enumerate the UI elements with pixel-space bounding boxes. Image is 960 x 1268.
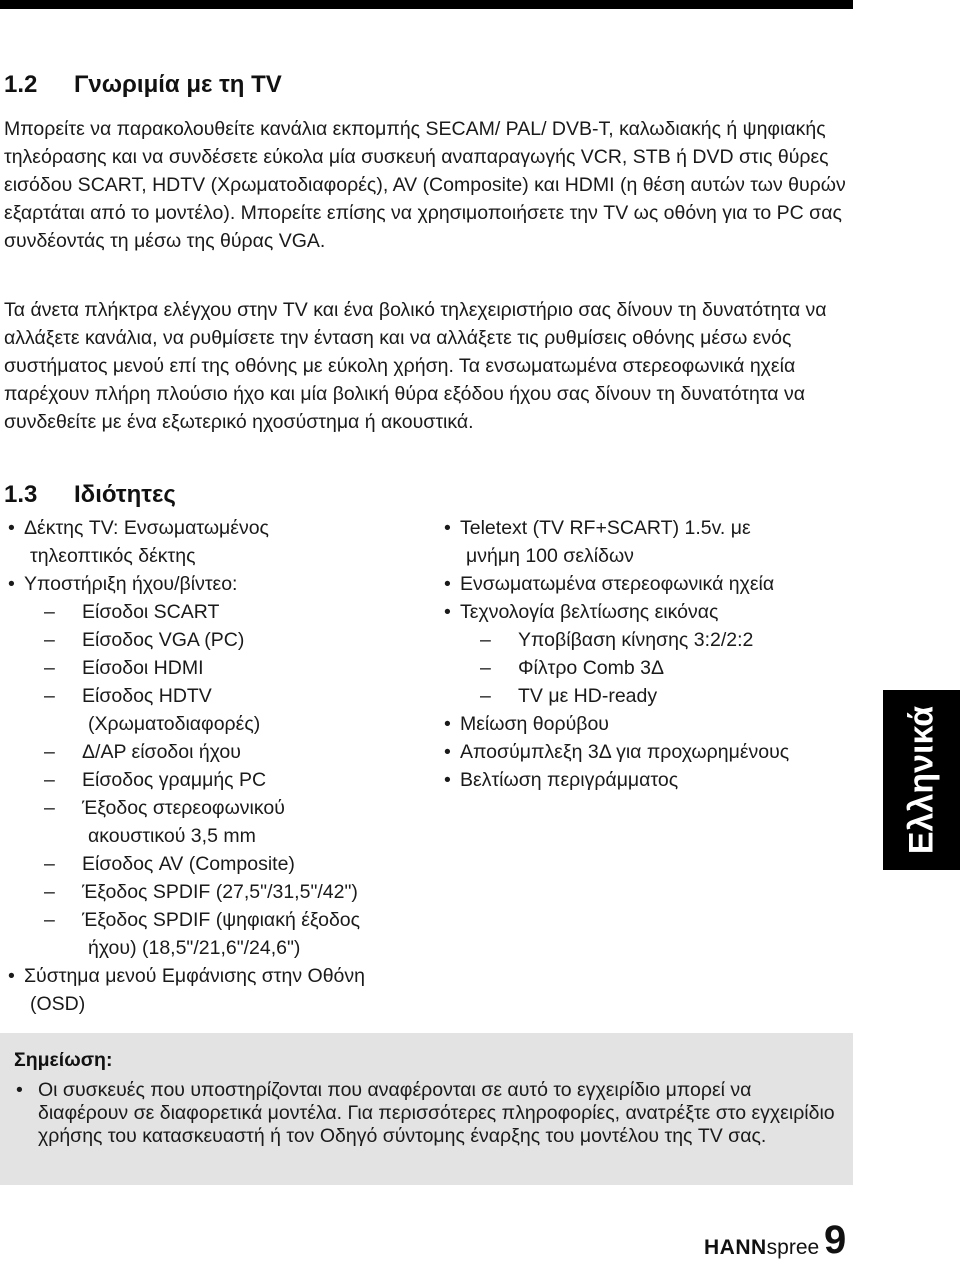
list-item: • Ενσωματωμένα στερεοφωνικά ηχεία (442, 570, 862, 598)
section-title: Ιδιότητες (74, 481, 176, 508)
list-item: • Τεχνολογία βελτίωσης εικόνας (442, 598, 862, 626)
language-tab (883, 690, 960, 870)
note-title: Σημείωση: (14, 1049, 113, 1071)
list-item: • Αποσύμπλεξη 3Δ για προχωρημένους (442, 738, 862, 766)
page-number: 9 (824, 1218, 847, 1262)
list-item: • Βελτίωση περιγράμματος (442, 766, 862, 794)
language-tab-label: Ελληνικά (902, 705, 940, 855)
section-heading-1-3 (4, 481, 176, 509)
section-number: 1.3 (4, 481, 38, 508)
list-item: – Είσοδος HDTV (Χρωματοδιαφορές) (6, 682, 426, 738)
list-item: – Έξοδος στερεοφωνικού ακουστικού 3,5 mm (6, 794, 426, 850)
note-list (14, 1079, 844, 1148)
list-item: – Φίλτρο Comb 3Δ (442, 654, 862, 682)
section-heading-1-2 (4, 71, 282, 99)
top-rule (0, 0, 853, 9)
intro-paragraph-2: Τα άνετα πλήκτρα ελέγχου στην TV και ένα βολικό τηλεχειριστήριο σας δίνουν τη δυνατότητα να αλλάξετε κανάλια, να ρυθμίσετε την ένταση και να αλλάξετε τις ρυθμίσεις οθόνης μέσω ενός συστήματος μενού επί της οθόνης με εύκολη χρήση. Τα ενσωματωμένα στερεοφωνικά ηχεία παρέχουν πλήρη πλούσιο ήχο και μία βολική θύρα εξόδου ήχου σας δίνουν τη δυνατότητα να συνδεθείτε με ένα εξωτερικό ηχοσύστημα ή ακουστικά. (4, 299, 827, 433)
list-item: – Έξοδος SPDIF (ψηφιακή έξοδος ήχου) (18,5"/21,6"/24,6") (6, 906, 426, 962)
section-number: 1.2 (4, 71, 38, 98)
page-footer (700, 1218, 860, 1268)
note-box (0, 1033, 853, 1185)
list-item: – Είσοδοι SCART (6, 598, 426, 626)
note-item: • Οι συσκευές που υποστηρίζονται που αναφέρονται σε αυτό το εγχειρίδιο μπορεί να διαφέρουν σε διαφορετικά μοντέλα. Για περισσότερες πληροφορίες, ανατρέξτε στο εγχειρίδιο χρήσης του κατασκευαστή ή τον Οδηγό σύντομης έναρξης του μοντέλου της TV σας. (14, 1079, 844, 1148)
features-left-list (6, 514, 426, 1018)
list-item: • Δέκτης TV: Ενσωματωμένος τηλεοπτικός δέκτης (6, 514, 426, 570)
list-item: • Σύστημα μενού Εμφάνισης στην Οθόνη (OSD) (6, 962, 426, 1018)
features-right-list (442, 514, 862, 794)
list-item: – Είσοδος AV (Composite) (6, 850, 426, 878)
list-item: – Είσοδοι HDMI (6, 654, 426, 682)
list-item: • Μείωση θορύβου (442, 710, 862, 738)
list-item: – TV με HD-ready (442, 682, 862, 710)
list-item: • Υποστήριξη ήχου/βίντεο: (6, 570, 426, 598)
list-item: – Έξοδος SPDIF (27,5"/31,5"/42") (6, 878, 426, 906)
intro-paragraph-1: Μπορείτε να παρακολουθείτε κανάλια εκπομπής SECAM/ PAL/ DVB-T, καλωδιακής ή ψηφιακής τηλεόρασης και να συνδέσετε εύκολα μία συσκευή αναπαραγωγής VCR, STB ή DVD στις θύρες εισόδου SCART, HDTV (Χρωματοδιαφορές), AV (Composite) και HDMI (η θέση αυτών των θυρών εξαρτάται από το μοντέλο). Μπορείτε επίσης να χρησιμοποιήσετε την TV ως οθόνη για το PC σας συνδέοντάς τη μέσω της θύρας VGA. (4, 118, 846, 252)
list-item: – Υποβίβαση κίνησης 3:2/2:2 (442, 626, 862, 654)
list-item: – Είσοδος VGA (PC) (6, 626, 426, 654)
list-item: – Δ/ΑΡ είσοδοι ήχου (6, 738, 426, 766)
section-title: Γνωριμία με τη TV (74, 71, 282, 98)
list-item: • Teletext (TV RF+SCART) 1.5v. με μνήμη 100 σελίδων (442, 514, 862, 570)
list-item: – Είσοδος γραμμής PC (6, 766, 426, 794)
brand-logo: HANNspree (704, 1236, 820, 1259)
